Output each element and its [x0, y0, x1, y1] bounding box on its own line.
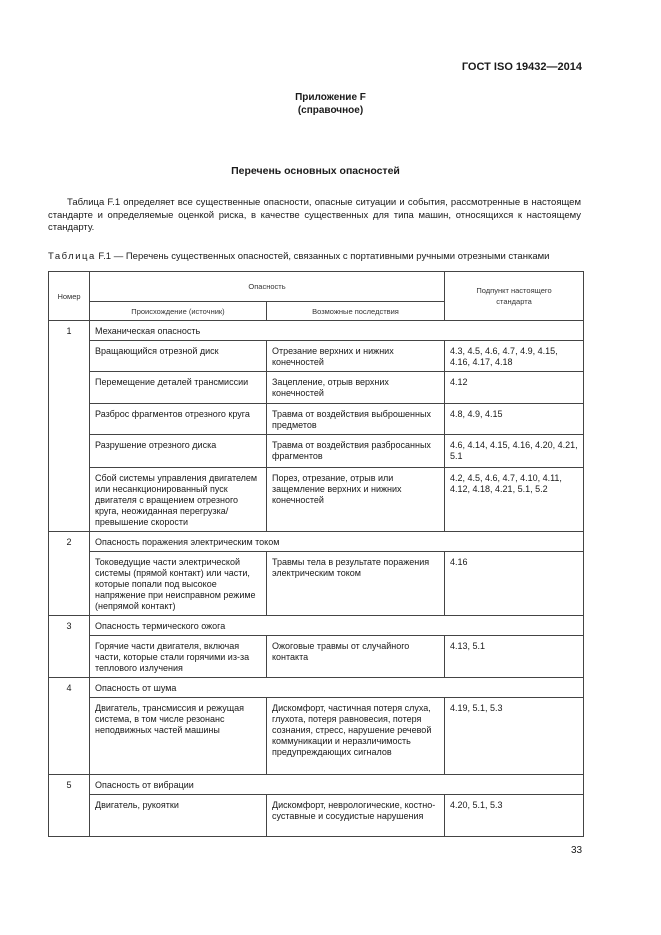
hazard-origin: Разброс фрагментов отрезного круга	[90, 404, 267, 435]
subclause-ref: 4.12	[445, 372, 584, 404]
header-number: Номер	[49, 272, 90, 321]
subclause-ref: 4.16	[445, 552, 584, 616]
table-row	[49, 698, 584, 775]
hazard-consequence: Дискомфорт, частичная потеря слуха, глухота, потеря равновесия, потеря сознания, стресс, нарушение речевой коммуникации и неразличимость предупреждающих сигналов	[267, 698, 445, 775]
header-subclause: Подпункт настоящего стандарта	[445, 272, 584, 321]
hazard-number: 2	[49, 532, 90, 616]
subclause-ref: 4.20, 5.1, 5.3	[445, 795, 584, 837]
hazard-group-row	[49, 775, 584, 795]
hazard-number: 3	[49, 616, 90, 678]
hazard-name: Опасность поражения электрическим током	[90, 532, 584, 552]
hazard-consequence: Травма от воздействия разбросанных фрагментов	[267, 435, 445, 468]
intro-paragraph: Таблица F.1 определяет все существенные опасности, опасные ситуации и события, рассмотренные в настоящем стандарте и определяемые оценкой риска, в качестве существенных для типа машин, относящихся к настоящему стандарту.	[48, 197, 581, 233]
subclause-ref: 4.13, 5.1	[445, 636, 584, 678]
hazard-consequence: Травмы тела в результате поражения электрическим током	[267, 552, 445, 616]
hazard-name: Опасность от шума	[90, 678, 584, 698]
hazard-origin: Вращающийся отрезной диск	[90, 341, 267, 372]
subclause-ref: 4.2, 4.5, 4.6, 4.7, 4.10, 4.11, 4.12, 4.18, 4.21, 5.1, 5.2	[445, 468, 584, 532]
hazard-consequence: Дискомфорт, неврологические, костно-суставные и сосудистые нарушения	[267, 795, 445, 837]
hazard-number: 1	[49, 321, 90, 532]
page-number: 33	[571, 845, 583, 856]
hazard-origin: Сбой системы управления двигателем или несанкционированный пуск двигателя с вращением отрезного круга, неожиданная перегрузка/превышение скорости	[90, 468, 267, 532]
header-consequence: Возможные последствия	[267, 302, 445, 321]
hazard-origin: Двигатель, рукоятки	[90, 795, 267, 837]
subclause-ref: 4.19, 5.1, 5.3	[445, 698, 584, 775]
hazard-consequence: Порез, отрезание, отрыв или защемление верхних и нижних конечностей	[267, 468, 445, 532]
hazard-consequence: Отрезание верхних и нижних конечностей	[267, 341, 445, 372]
table-caption	[48, 251, 588, 262]
hazard-consequence: Ожоговые травмы от случайного контакта	[267, 636, 445, 678]
hazard-group-row	[49, 616, 584, 636]
subclause-ref: 4.3, 4.5, 4.6, 4.7, 4.9, 4.15, 4.16, 4.17, 4.18	[445, 341, 584, 372]
hazard-origin: Токоведущие части электрической системы (прямой контакт) или части, которые попали под высокое напряжение при неисправном режиме (непрямой контакт)	[90, 552, 267, 616]
table-caption-prefix: Таблица	[48, 251, 96, 262]
header-hazard: Опасность	[90, 272, 445, 302]
table-row	[49, 404, 584, 435]
appendix-subtitle: (справочное)	[297, 105, 364, 116]
table-row	[49, 435, 584, 468]
table-row	[49, 341, 584, 372]
hazards-table	[48, 271, 584, 837]
standard-header: ГОСТ ISO 19432—2014	[461, 61, 582, 73]
table-row	[49, 552, 584, 616]
hazard-consequence: Зацепление, отрыв верхних конечностей	[267, 372, 445, 404]
table-row	[49, 636, 584, 678]
hazard-origin: Двигатель, трансмиссия и режущая система, в том числе резонанс неподвижных частей машины	[90, 698, 267, 775]
hazard-group-row	[49, 532, 584, 552]
hazard-origin: Перемещение деталей трансмиссии	[90, 372, 267, 404]
hazard-origin: Разрушение отрезного диска	[90, 435, 267, 468]
table-row	[49, 372, 584, 404]
appendix-title: Приложение F	[295, 92, 366, 103]
subclause-ref: 4.6, 4.14, 4.15, 4.16, 4.20, 4.21, 5.1	[445, 435, 584, 468]
hazard-name: Механическая опасность	[90, 321, 584, 341]
header-origin: Происхождение (источник)	[90, 302, 267, 321]
hazard-consequence: Травма от воздействия выброшенных предметов	[267, 404, 445, 435]
hazard-number: 4	[49, 678, 90, 775]
hazard-name: Опасность от вибрации	[90, 775, 584, 795]
table-body	[49, 321, 584, 837]
hazard-origin: Горячие части двигателя, включая части, которые стали горячими из-за теплового излучения	[90, 636, 267, 678]
hazard-group-row	[49, 321, 584, 341]
hazard-group-row	[49, 678, 584, 698]
table-caption-text: F.1 — Перечень существенных опасностей, связанных с портативными ручными отрезными станками	[95, 251, 550, 262]
hazard-name: Опасность термического ожога	[90, 616, 584, 636]
table-row	[49, 468, 584, 532]
section-title: Перечень основных опасностей	[231, 165, 400, 177]
hazard-number: 5	[49, 775, 90, 837]
table-row	[49, 795, 584, 837]
subclause-ref: 4.8, 4.9, 4.15	[445, 404, 584, 435]
